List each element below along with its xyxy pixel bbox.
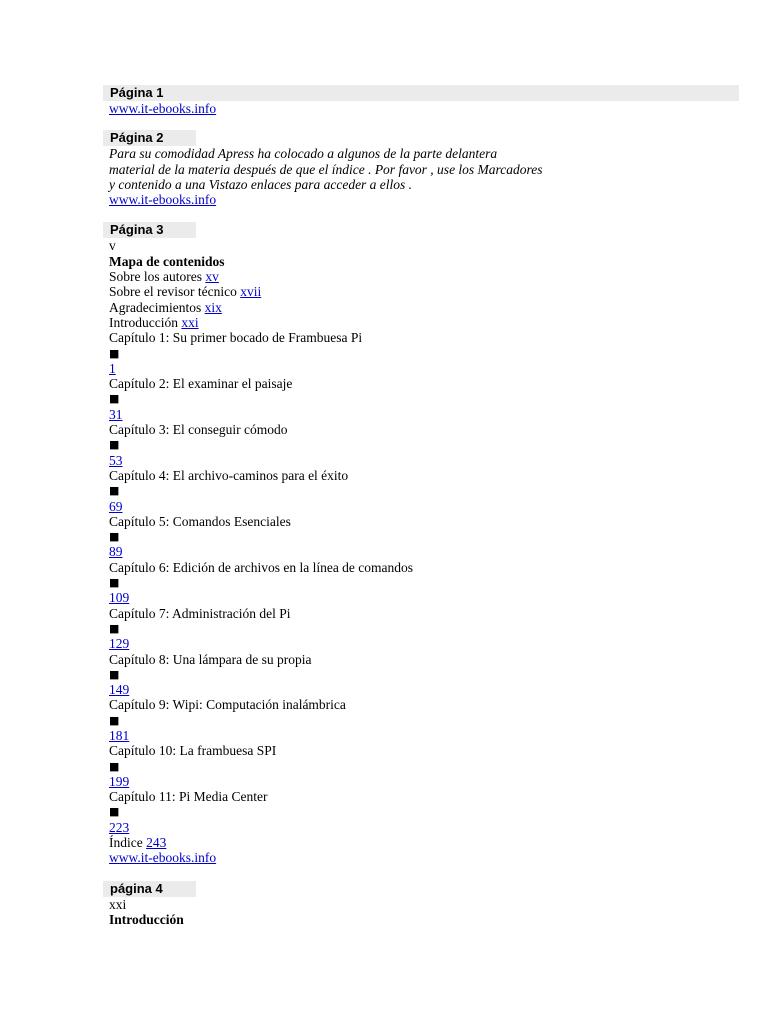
- toc-entry-page-link[interactable]: xxi: [181, 314, 199, 330]
- square-bullet-icon: ■: [109, 667, 120, 681]
- toc-chapter-label: Capítulo 10: La frambuesa SPI: [109, 743, 277, 759]
- section-page-2: [109, 130, 749, 207]
- square-bullet-icon: ■: [109, 530, 120, 544]
- toc-front-matter-entry: [109, 300, 749, 315]
- square-bullet-icon: ■: [109, 621, 120, 635]
- toc-chapter-label: Capítulo 11: Pi Media Center: [109, 789, 268, 805]
- toc-chapter-page-link[interactable]: 223: [109, 819, 130, 835]
- toc-entry-label: Agradecimientos: [109, 299, 202, 315]
- page-3-website-link[interactable]: www.it-ebooks.info: [109, 850, 217, 866]
- page-3-header: Página 3: [103, 222, 196, 238]
- roman-page-number: xxi: [109, 896, 127, 912]
- toc-entry-page-link[interactable]: xix: [204, 299, 222, 315]
- square-bullet-icon: ■: [109, 713, 120, 727]
- page-2-header: Página 2: [103, 130, 196, 146]
- page-2-paragraph-line: Para su comodidad Apress ha colocado a algunos de la parte delantera: [109, 146, 498, 162]
- toc-entry-page-link[interactable]: xv: [205, 269, 219, 285]
- toc-title: Mapa de contenidos: [109, 253, 225, 269]
- toc-index-entry: [109, 835, 749, 850]
- toc-index-page-link[interactable]: 243: [146, 835, 167, 851]
- toc-chapter-label: Capítulo 6: Edición de archivos en la línea de comandos: [109, 559, 414, 575]
- toc-chapter-page-link[interactable]: 69: [109, 498, 123, 514]
- toc-chapter-label: Capítulo 9: Wipi: Computación inalámbrica: [109, 697, 346, 713]
- toc-front-matter-entry: [109, 269, 749, 284]
- toc-entry-label: Sobre el revisor técnico: [109, 284, 237, 300]
- toc-chapter-page-link[interactable]: 1: [109, 360, 116, 376]
- square-bullet-icon: ■: [109, 346, 120, 360]
- toc-chapter-label: Capítulo 8: Una lámpara de su propia: [109, 651, 312, 667]
- square-bullet-icon: ■: [109, 484, 120, 498]
- toc-chapters: [109, 330, 749, 835]
- toc-chapter-label: Capítulo 5: Comandos Esenciales: [109, 513, 291, 529]
- section-page-1: [109, 85, 749, 116]
- toc-front-matter-entry: [109, 284, 749, 299]
- page-2-paragraph-line: y contenido a una Vistazo enlaces para acceder a ellos .: [109, 176, 413, 192]
- toc-chapter-label: Capítulo 7: Administración del Pi: [109, 605, 291, 621]
- toc-entry-page-link[interactable]: xvii: [240, 284, 262, 300]
- toc-chapter-label: Capítulo 4: El archivo-caminos para el éxito: [109, 467, 349, 483]
- toc-chapter-label: Capítulo 3: El conseguir cómodo: [109, 422, 288, 438]
- toc-entry-label: Sobre los autores: [109, 269, 202, 285]
- toc-front-matter-entry: [109, 315, 749, 330]
- toc-chapter-page-link[interactable]: 129: [109, 636, 130, 652]
- page-1-header: Página 1: [103, 85, 739, 101]
- page-4-header: página 4: [103, 881, 196, 897]
- toc-chapter-page-link[interactable]: 149: [109, 682, 130, 698]
- toc-chapter-label: Capítulo 2: El examinar el paisaje: [109, 376, 293, 392]
- toc-chapter-page-link[interactable]: 109: [109, 590, 130, 606]
- toc-chapter-page-link[interactable]: 89: [109, 544, 123, 560]
- toc-front-matter: [109, 269, 749, 330]
- section-page-3: [109, 222, 749, 865]
- toc-chapter-page-link[interactable]: 199: [109, 773, 130, 789]
- square-bullet-icon: ■: [109, 576, 120, 590]
- toc-chapter-page-link[interactable]: 181: [109, 727, 130, 743]
- page-1-website-link[interactable]: www.it-ebooks.info: [109, 101, 217, 116]
- toc-chapter-label: Capítulo 1: Su primer bocado de Frambuesa Pi: [109, 330, 363, 346]
- section-page-4: [109, 881, 749, 928]
- square-bullet-icon: ■: [109, 805, 120, 819]
- square-bullet-icon: ■: [109, 759, 120, 773]
- square-bullet-icon: ■: [109, 438, 120, 452]
- toc-chapter-page-link[interactable]: 53: [109, 452, 123, 468]
- page-2-paragraph-line: material de la materia después de que el índice . Por favor , use los Marcadores: [109, 161, 543, 177]
- page-2-website-link[interactable]: www.it-ebooks.info: [109, 192, 217, 208]
- toc-index-label: Índice: [109, 835, 143, 851]
- introduction-title: Introducción: [109, 911, 184, 927]
- document-content: [109, 85, 749, 943]
- toc-entry-label: Introducción: [109, 314, 178, 330]
- square-bullet-icon: ■: [109, 392, 120, 406]
- roman-page-number: v: [109, 238, 116, 254]
- toc-chapter-page-link[interactable]: 31: [109, 406, 123, 422]
